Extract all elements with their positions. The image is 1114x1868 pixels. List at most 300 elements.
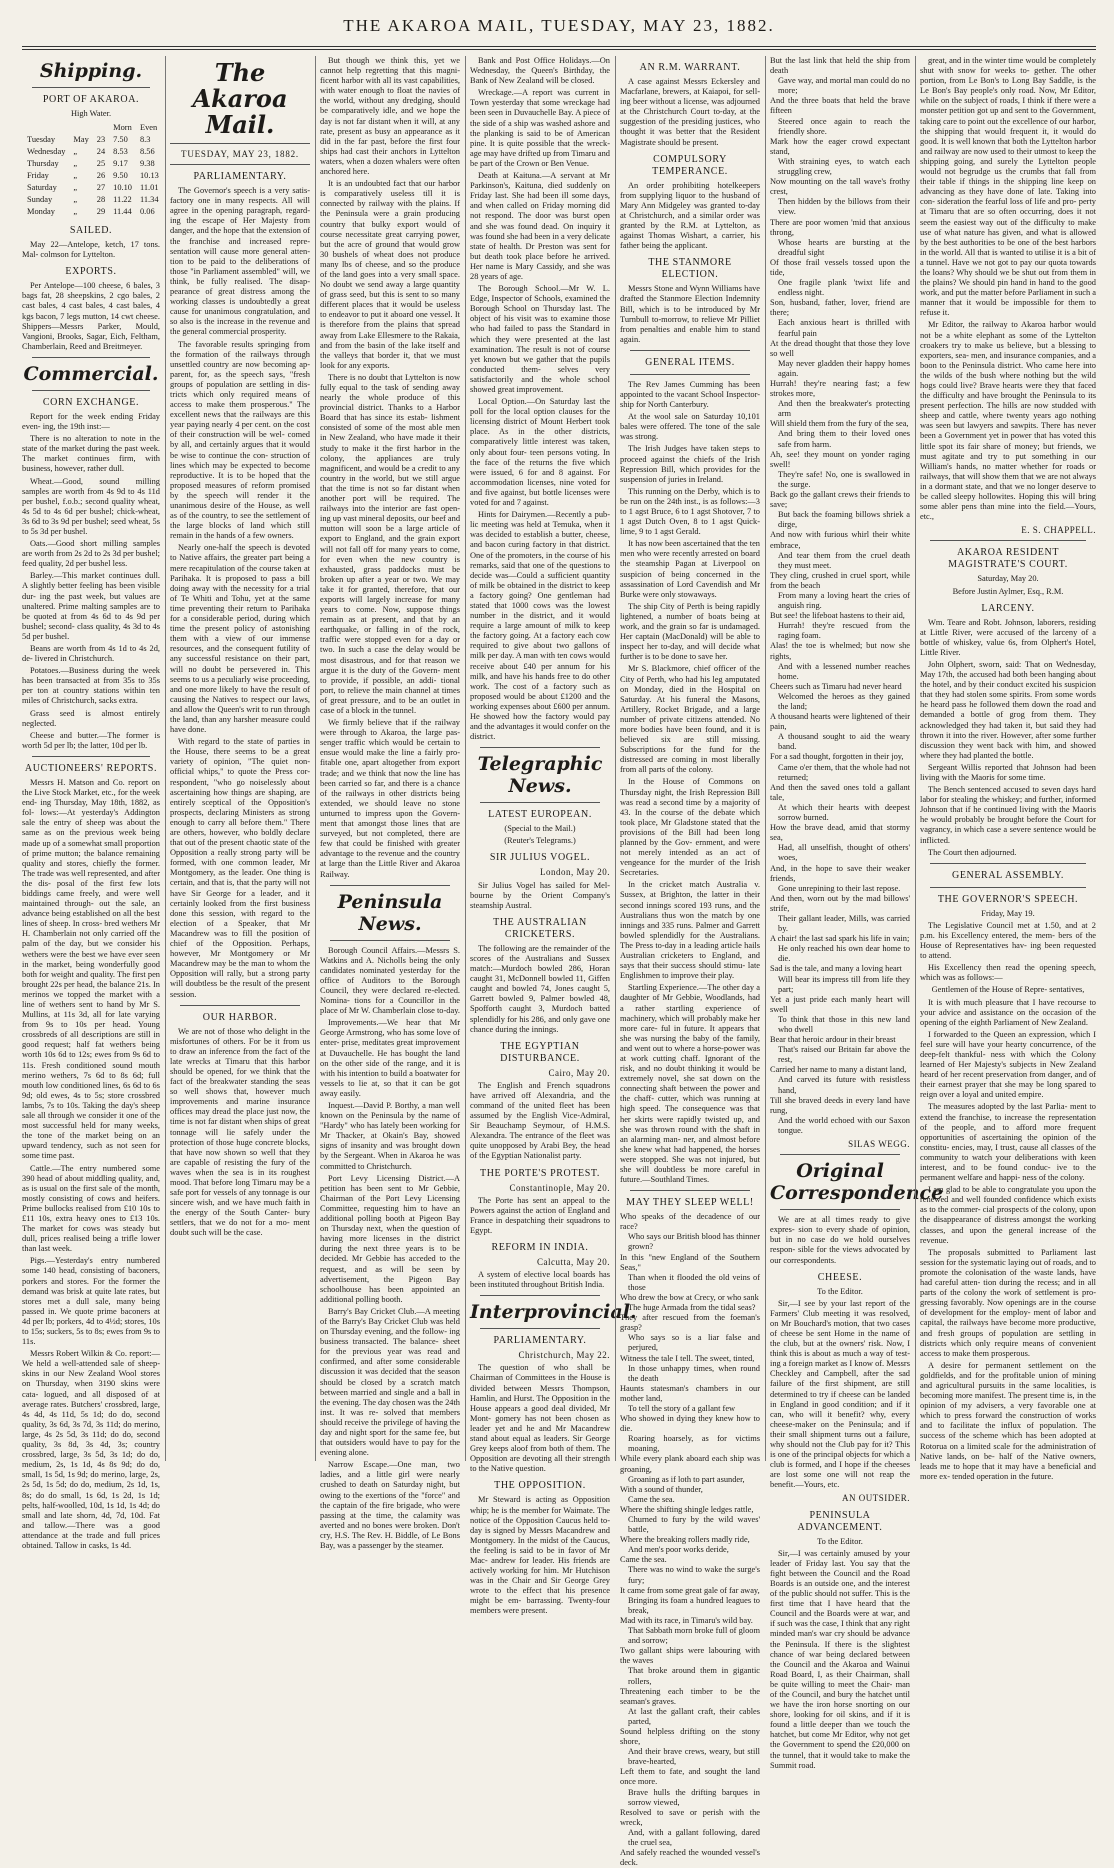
paragraph: Oats.—Good short milling samples are worth from 2s 2d to 2s 3d per bushel; feed quality, 2d per bushel less.	[22, 539, 160, 569]
verse-line: Whose hearts are bursting at the dreadful sight	[778, 237, 910, 257]
paragraph: Barley.—This market continues dull. A slightly better feeling has been visible dur- ing the past week, but values are unaltered. Prime malting samples are to be quoted at from 4s 6d to 4s 9d per bushel; second- class quality, 4s 3d to 4s 5d per bushel.	[22, 571, 160, 641]
paragraph: Mr S. Blackmore, chief officer of the City of Perth, who had his leg amputated on Monday, died in the Hospital on Saturday. At his funeral the Masons, Artillery, Rocket Brigade, and a large number of private citizens attended. No more bodies have been found, and it is believed six are still missing. Subscriptions for the fund for the distressed are coming in most liberally from all parts of the colony.	[620, 664, 760, 775]
verse-line: That's raised our Britain far above the rest,	[778, 1045, 910, 1065]
julius-dateline: London, May 20.	[540, 867, 610, 878]
verse-line: They're safe! No, one is swallowed in the surge.	[778, 469, 910, 489]
correspondence-heading: Original Correspondence	[770, 1160, 944, 1205]
poem-continued	[770, 56, 910, 1136]
paragraph: Sir,—I was certainly amused by your leader of Friday last. You say that the fight between the Council and the Road Boards is an outside one, and the interest of the public should not suffer. This is the first time that I have heard that the Council and the Boards were at war, and if such was the case, I think that any right minded man's war cry should be advance the Peninsula. If there is the slightest chance of war being declared between the Council and the Akaroa and Wainui Road Board, I, as their Chairman, shall be quite willing to meet the Chair- man of the Council, and bury the hatchet until we have the iron horse snorting on our shore, looking for oil skins, and if it is found a little deeper than we touch the hatchet, but come Mr Editor, why not get the Government to spend the £20,000 on the tunnel, that it would take to make the Summit road.	[770, 1548, 910, 1770]
verse-line: Who drew the bow at Crecy, or who sank	[620, 1292, 759, 1302]
verse-line: Bear that heroic ardour in their breast	[770, 1035, 896, 1045]
column-6	[770, 56, 944, 1770]
reuters-credit: (Reuter's Telegrams.)	[504, 836, 576, 846]
cricketers-heading: THE AUSTRALIAN CRICKETERS.	[493, 916, 587, 940]
tide-row	[24, 135, 162, 145]
column-rule	[915, 56, 916, 1461]
paragraph: Bank and Post Office Holidays.—On Wednesday, the Queen's Birthday, the Bank of New Zealand will be closed.	[470, 56, 610, 86]
paragraph: It has now been ascertained that the ten men who were recently arrested on board the steamship Pagan at Liverpool on suspicion of being concerned in the assassination of Lord Cavendish and Mr Burke were only stowaways.	[620, 539, 760, 599]
larceny-report	[920, 618, 1096, 858]
harbor-continued-article	[320, 56, 460, 880]
verse-line: That Sabbath morn broke full of gloom and sorrow;	[628, 1626, 760, 1646]
paragraph: Grass seed is almost entirely neglected.	[22, 708, 160, 728]
verse-line: Where the shifting shingle ledges rattle,	[620, 1504, 754, 1514]
verse-line: Steered once again to reach the friendly shore.	[778, 116, 910, 136]
tide-row	[24, 207, 162, 217]
inter-parliamentary-dateline: Christchurch, May 22.	[518, 1350, 610, 1361]
tide-cell: Wednesday	[27, 147, 66, 157]
verse-line: Mark how the eager crowd expectant stand,	[770, 136, 910, 156]
speech-intro: The Legislative Council met at 1.50, and at 2 p.m. his Excellency entered, the mem- bers of the House of Representatives hav- ing been requested to attend.	[920, 920, 1096, 961]
tide-cell: „	[73, 195, 78, 205]
telegraphic-news-heading: Telegraphic News.	[477, 753, 603, 798]
tide-table	[22, 121, 164, 219]
verse-line: And, in the hope to save their weaker friends,	[770, 863, 910, 883]
verse-line: Where the breaking rollers madly ride,	[620, 1535, 750, 1545]
inter-parliamentary-heading: PARLIAMENTARY.	[493, 1335, 587, 1347]
verse-line: With straining eyes, to watch each struggling crew,	[778, 156, 910, 177]
masthead-title: The Akaroa Mail.	[192, 58, 288, 139]
verse-line: But the last link that held the ship from death	[770, 56, 910, 76]
page-header-title: THE AKAROA MAIL, TUESDAY, MAY 23, 1882.	[343, 16, 775, 35]
porte-text: The Porte has sent an appeal to the Powers against the action of England and France in despatching their squadrons to Egypt.	[470, 1195, 610, 1235]
divider	[480, 747, 600, 748]
governors-speech-heading: THE GOVERNOR'S SPEECH.	[937, 893, 1079, 905]
divider	[930, 887, 1086, 888]
paragraph: In the House of Commons on Thursday night, the Irish Repression Bill was read a second time by a majority of 43. In the course of the debate which took place, Mr Gladstone stated that the provisions of the Bill had been long planned by the Gov- ernment, and were not merely intended as an act of vengeance for the murder of the Irish Secretaries.	[620, 777, 760, 878]
opposition-text: Mr Steward is acting as Opposition whip; he is the member for Waimate. The notice of the Opposition Caucus held to- day is signed by Messrs Macandrew and Montgomery. In the midst of the Caucus, the feeling is said to be in favor of Mr Mac- andrew for leader. His friends are actively working for him. Mr Hutchison was in the Chair and Sir George Grey wrote to the effect that his presence might be em- barrassing. Twenty-four members were present.	[470, 1495, 610, 1616]
paragraph: A desire for permanent settlement on the goldfields, and for the profitable union of mining and agricultural pursuits in the same localities, is becoming more manifest. The present time is, in the opinion of my advisers, a very favorable one at which to press forward the construction of works and to facilitate the influx of population. The success of the scheme which has been adopted at Rotorua on a limited scale for the administration of Native lands, on be- half of the Native owners, leads me to hope that it may have a beneficial and more ex- tended operation in the future.	[920, 1360, 1096, 1481]
verse-line: Each anxious heart is thrilled with fearful pain	[778, 318, 910, 338]
parliamentary-heading: PARLIAMENTARY.	[193, 171, 287, 183]
verse-line: And carved its future with resistless hand,	[778, 1075, 910, 1095]
paragraph: There is no alteration to note in the state of the market during the past week. The market continues firm, with business, however, rather dull.	[22, 434, 160, 474]
verse-line: Ah, see! they mount on yonder raging swell!	[770, 449, 910, 469]
tide-col-even: Even	[139, 123, 158, 133]
to-editor-label: To the Editor.	[817, 1286, 863, 1296]
issue-date: TUESDAY, MAY 23, 1882.	[181, 149, 299, 159]
cheese-signature: AN OUTSIDER.	[842, 1493, 910, 1504]
local-items	[470, 56, 610, 742]
verse-line: And safely reached the wounded vessel's deck.	[620, 1848, 760, 1868]
divider	[480, 1328, 600, 1329]
verse-line: At the dread thought that those they love so well	[770, 338, 910, 358]
parliamentary-article	[170, 186, 310, 1000]
speech-date: Friday, May 19.	[981, 908, 1035, 918]
egypt-text: The English and French squadrons have arrived off Alexandria, and the command of the united fleet has been assumed by the English Vice-Admiral, Sir Beauchamp Seymour, of H.M.S. Alexandra. The entrance of the fleet was quite unopposed by Arabi Bey, the head of the Egyptian Nationalist party.	[470, 1080, 610, 1161]
paragraph: Cheese and butter.—The former is worth 5d per lb; the latter, 10d per lb.	[22, 730, 160, 750]
verse-line: And the world echoed with our Saxon tongue.	[778, 1115, 910, 1135]
verse-line: Resolved to save or perish with the wreck,	[620, 1807, 760, 1827]
verse-line: Will shield them from the fury of the sea,	[770, 419, 909, 429]
verse-line: Came the sea.	[620, 1555, 667, 1565]
paragraph: I am glad to be able to congratulate you upon the renewed and well founded confidence which exists as to the commer- cial prospects of the colony, upon the disappearance of distress amongst the working classes, and upon the general increase of the revenue.	[920, 1185, 1096, 1245]
verse-line: And bring them to their loved ones safe from harm.	[778, 429, 910, 449]
divider	[32, 390, 150, 391]
tide-cell: Sunday	[27, 195, 53, 205]
verse-line: Sound helpless drifting on the stony shore,	[620, 1726, 760, 1747]
paragraph: Inquest.—David P. Borthy, a man well known on the Peninsula by the name of "Hardy" who has lately been working for Mr Thacker, at Okain's Bay, showed signs of insanity and was brought down by the Sergeant. When in Akaroa he was committed to Christchurch.	[320, 1101, 460, 1171]
tide-cell: 7.50	[113, 135, 128, 145]
verse-line: Their gallant leader, Mills, was carried by.	[778, 913, 910, 934]
paragraph: Nearly one-half the speech is devoted to Native affairs, the greater part being a mere recapitulation of the course taken at Parihaka. It is proposed to pass a bill doing away with the necessity for a trial of Te Whiti and Tohu, yet at the same time preventing their return to Parihaka for a considerable period, during which time the present policy of astonishing them with a view of our immense resources, and the consequent futility of any successful resistance on their part, will no doubt be persevered in. This seems to us a peculiarly wise proceeding, and one more likely to have the result of causing the Natives to respect our laws, and allow the Queen's writ to run through the land, than any harsher measure could have done.	[170, 543, 310, 735]
cheese-heading: CHEESE.	[817, 1271, 863, 1283]
inter-parliamentary-text: The question of who shall be Chairman of Committees in the House is divided between Messrs Thompson, Hamlin, and Hurst. The Opposition in the House appears a good deal divided, Mr Mont- gomery has not been chosen as leader yet and he and Mr Macandrew stand about equal as leaders. Sir George Grey keeps aloof from both of them. The Opposition are devoting all their strength to the Native question.	[470, 1363, 610, 1474]
verse-line: Came the sea.	[628, 1494, 675, 1504]
paragraph: Wreckage.—A report was current in Town yesterday that some wreckage had been seen in Duvauchelle Bay. A piece of the side of a ship was washed ashore and the planking is said to be of American pine. It is quite possible that the wreck- age may have drifted up from Timaru and be part of the Crown or Ben Venue.	[470, 88, 610, 168]
paragraph: The favorable results springing from the formation of the railways through unsettled country are now becoming ap- parent, for, as the speech says, "fresh groups of population are settling in dis- tricts which only required means of access to make them prosperous." The excellent news that the railways are this year paying nearly 4 per cent. on the cost of their construction will be wel- comed by all, and certainly argues that it would be wise to continue the con- struction of lines which may be expected to become reproductive. It is to be hoped that the proposed measures of reform promised by the speech will render it the unanimous desire of the House, as well as of the country, to see the settlement of the large blocks of land which still remain in the hands of a few owners.	[170, 339, 310, 541]
verse-line: Hurrah! they're rescued from the raging foam.	[778, 621, 910, 641]
verse-line: But back the foaming billows shriek a dirge,	[778, 510, 910, 530]
verse-line: Who says our British blood has thinner grown?	[628, 1232, 760, 1252]
paragraph: Narrow Escape.—One man, two ladies, and a little girl were nearly crushed to death on Saturday night, but owing to the exertions of the "force" and the captain of the fire brigade, who were passing at the time, the calamity was averted and no bones were broken. Don't cry, H.S. The Rev. H. Biddle, of Le Bons Bay, was a passenger by the steamer.	[320, 1460, 460, 1551]
tide-row	[24, 195, 162, 205]
tide-col-morn: Morn	[113, 123, 132, 133]
reform-heading: REFORM IN INDIA.	[491, 1242, 589, 1253]
verse-line: Who says so is a liar false and perjured,	[628, 1333, 760, 1353]
verse-line: A chair! the last sad spark his life in vain;	[770, 934, 910, 944]
tide-cell: 26	[96, 171, 106, 181]
verse-line: And tear them from the cruel death they must meet.	[778, 550, 910, 570]
verse-line: Welcomed the heroes as they gained the land;	[778, 691, 910, 711]
tide-cell: 23	[96, 135, 106, 145]
header-rule-double	[22, 49, 1096, 50]
column-rule	[615, 56, 616, 1461]
verse-line: Left them to fate, and sought the land once more.	[620, 1767, 760, 1787]
paragraph: The Governor's speech is a very satis- factory one in many respects. All will agree in the opening paragraph, regard- ing the escape of Her Majesty from danger, and the hope that the extension of the franchise and increased repre- sentation will cause more general atten- tion to be paid to the deliberations of those "in Parliament assembled" will, we think, be fully realised. The disap- pearance of great distress among the working classes is undoubtedly a great cause for unanimous congratulation, and so also is the increase in the revenue and the general commercial prosperity.	[170, 186, 310, 337]
paragraph: Sergeant Willis reported that Johnson had been living with the Maoris for some time.	[920, 762, 1096, 782]
paragraph: I forwarded to the Queen an expression, which I feel sure will have your hearty concurrence, of the deep-felt thankful- ness with which the Colony learned of Her Majesty's subjects in New Zealand heard of her recent preservation from danger, and of their earnest prayer that she may be long spared to reign over a loyal and united empire.	[920, 1029, 1096, 1100]
paragraph: Beans are worth from 4s 1d to 4s 2d, de- livered in Christchurch.	[22, 644, 160, 664]
tide-cell: 10.13	[139, 171, 159, 181]
paragraph: great, and in the winter time would be completely shut with snow for weeks to- gether. The other portion, from Le Bon's to Long Bay Saddle, is the Le Bon's Bay people's only road. Now, Mr Editor, while on the subject of roads, I think if there were a monster petition got up and sent to the Government, taking care to point out the excellence of our harbor, the shipping that would frequent it, it would do good. It is well known that both the Lyttelton harbor and railway are now used to their utmost to keep the shipping going, and surely the Lyttelton people would not begrudge us the crumbs that fall from their table if things in the shipping line keep on advancing as they have done of late. Taking into con- sideration the fearful loss of life and pro- perty at Timaru that are so often occurring, does it not seem the easiest way out of the difficulty to make use of what nature has given, and what is allowed by the best authorities to be one of the best harbors in the world. All that is wanted to utilise it is a bit of a tunnel. Have we not got to pay our quota towards the loans? Why should we be shut out from them in the plains? We should pin hand in hand to the good work, and put the matter before Parliament in such a manner that it would be impossible for them to refuse it.	[920, 56, 1096, 318]
paragraph: Messrs Robert Wilkin & Co. report:—We held a well-attended sale of sheep- skins in our New Zealand Wool stores on Thursday, when 3190 skins were cata- logued, and all disposed of at average rates. Butchers' crossbred, large, 4s 4d, 4s 11d, 5s 1d; do do, second quality, 3s 6d, 3s 7d, 3s 11d; do merino, large, 4s 2s 5d, 3s 11d; do do, second quality, 3s 8d, 3s 4d, 3s; country crossbred, large, 3s 5d, 3s 1d; do do, medium, 2s, 1s 1d, 4s 8s 9d; do do, small, 1s 5d, 1s 9d; do merino, large, 2s, 2s 5d, 1s 5d; do do, medium, 2s 1d, 1s, 8s; do do small, 1s 6d, 1s 2d, 1s 1d; pelts, half-woolled, 10d, 1s 1d, 1s 4d; do small and late shorn, 4d, 7d, 10d. Fat and tallow.—There was a good attendance at the trade and full prices obtained. Tallow in casks, 1s 4d.	[22, 1349, 160, 1550]
paragraph: It is with much pleasure that I have recourse to your advice and assistance on the occasion of the opening of the eighth Parliament of New Zealand.	[920, 997, 1096, 1027]
tide-cell: 9.17	[113, 159, 128, 169]
paragraph: The Rev James Cumming has been appointed to the vacant School Inspector- ship for North Canterbury.	[620, 379, 760, 410]
tide-cell: 11.01	[139, 183, 159, 193]
cricketers-text: The following are the remainder of the scores of the Australians and Sussex match:—Murdoch bowled 286, Horan caught 31, McDonnell bowled 11, Giffen caught and bowled 74, Jones caught 5, Garrett bowled 9, Palmer bowled 48, Spofforth caught 3, Murdoch batted splendidly for his 286, and only gave one chance during the innings.	[470, 943, 610, 1034]
verse-line: Mad with its race, in Timaru's wild bay.	[620, 1615, 753, 1625]
tide-cell: Monday	[27, 207, 55, 217]
egypt-heading: THE EGYPTIAN DISTURBANCE.	[500, 1040, 580, 1064]
paragraph: Barry's Bay Cricket Club.—A meeting of the Barry's Bay Cricket Club was held on Thursday evening, and the follow- ing business transacted. The balance- sheet for the previous year was read and confirmed, and after some considerable discussion it was decided that the season should be closed by a scratch match between married and single and a ball in the evening. The day chosen was the 24th inst. It was re- solved that members should receive the privilege of having the day and night sport for the same fee, but that outsiders would have to pay for the evening alone.	[320, 1306, 460, 1458]
court-date: Saturday, May 20.	[977, 574, 1039, 584]
julius-text: Sir Julius Vogel has sailed for Mel- bourne by the Orient Company's steamship Austral.	[470, 880, 610, 910]
verse-line: Groaning as if loth to part asunder,	[628, 1474, 745, 1484]
divider	[330, 885, 450, 886]
tide-cell: 28	[96, 195, 106, 205]
poem-signature: SILAS WEGG.	[848, 1139, 910, 1150]
general-assembly-heading: GENERAL ASSEMBLY.	[952, 869, 1064, 881]
divider	[480, 802, 600, 803]
verse-line: But see! the lifeboat hastens to their aid,	[770, 611, 905, 621]
verse-line: Than when it flooded the old veins of those	[628, 1272, 760, 1292]
verse-line: And men's poor works deride,	[628, 1545, 729, 1555]
to-editor-label: To the Editor.	[817, 1536, 863, 1546]
reform-text: A system of elective local boards has been instituted throughout British India.	[470, 1270, 610, 1290]
verse-line: The huge Armada from the tidal seas?	[628, 1303, 756, 1313]
tide-cell: 0.06	[139, 207, 155, 217]
verse-line: For a sad thought, forgotten in their joy,	[770, 752, 904, 762]
paragraph: Messrs H. Matson and Co. report on the Live Stock Market, etc., for the week end- ing Thursday, May 18th, 1882, as fol- lows:—At yesterday's Addington sale the entry of sheep was about the same as on the previous week being made up of a somewhat small proportion of prime mutton; the balance remaining quality and stores, chiefly the former. The trade was well represented, and after the dis- posal of the first few lots biddings came freely, and were well maintained through- out the sale, an advance being established on all the best lines of sheep. In cross- bred wethers Mr H. Chamberlain not only carried off the palm of the day, but we consider his wethers were the best we have ever seen in the market, being wonderfully good both for weight and quality. The first pen brought 22s per head, the balance 21s. In merinos we topped the market with a line of wethers sent to hand by Mr S. Mullins, at 11s 3d, all for late varying from 9s to 10s per head. Young crossbreds of all descriptions are still in good request; half fat wethers being worth 10s 6d to 12s; ewes from 9s 6d to 11s. Fresh conditioned sound mouth merino wethers, 7s 6d to 8s 6d; full mouth low conditioned lines, 6s 6d to 6s 9d; old ewes, 4s to 5s; store crossbred lambs, 7s to 10s. Taking the day's sheep sale all through we consider it one of the most successful held for many weeks, the tone of the market being on an upward tendency, such as not seen for some time past.	[22, 777, 160, 1161]
paragraph: Sir,—I see by your last report of the Farmers' Club meeting it was resolved, on Mr Bouchard's motion, that two cases of cheese be sent Home in the name of the club, but at the owners' risk. Now, I think this is about as much a way of test- ing a foreign market as I know of. Messrs Checkley and Campbell, after the sad failure of the first shipment, are still determined to try if cheese can be landed in England in good condition; and if it can, who will it benefit? why, every cheese-maker on the Peninsula; and if their small shipment turns out a failure, why should not the Club pay for it? This is one of the principal objects for which a club is formed, and I hope if the cheeses are lost some one will not reap the benefit.—Yours, etc.	[770, 1298, 910, 1490]
divider	[780, 1209, 900, 1210]
auctioneers-article	[22, 778, 160, 1347]
warrant-text: A case against Messrs Eckersley and Macfarlane, brewers, at Kaiapoi, for sell- ing beer without a license, was adjourned at the Christchurch Court to-day, at the suggestion of the presiding justices, who thought it was better that the Resident Magistrate should be present.	[620, 77, 760, 147]
wilkin-article	[22, 1349, 160, 1551]
porte-heading: THE PORTE'S PROTEST.	[480, 1167, 600, 1179]
tide-cell: 11.34	[139, 195, 159, 205]
paragraph: Cattle.—The entry numbered some 390 head of about middling quality, and, as is usual on the first sale of the month, mostly consisting of cows and heifers. Prime bullocks realised from £10 10s to £11 10s, extra heavy ones to £13 10s. The market for cows was steady but dull, prices realised being a trifle lower than last week.	[22, 1163, 160, 1254]
verse-line: Hurrah! they're nearing fast; a few strokes more,	[770, 379, 910, 399]
correspondence-note: We are at all times ready to give expres- sion to every shade of opinion, but in no case do we hold ourselves respon- sible for the views advocated by our correspondents.	[770, 1215, 910, 1265]
paragraph: It is an undoubted fact that our harbor is comparatively useless till it is connected by railway with the plains. If the Peninsula were a grain producing country that bulky export would of course necessitate great carrying power, but the acre of ground that would grow 30 bushels of wheat does not produce many lbs of cheese, and so the produce of the land goes into a very small space. No doubt we send away a large quantity of grass seed, but this is sent to so many different places that it would be useless to endeavor to put it aboard one vessel. It is therefore from the plains that spread away from Lake Ellesmere to the Rakaia, and from the basin of the lake itself and the valleys that border it, that we must look for any exports.	[320, 179, 460, 370]
paragraph: The Borough School.—Mr W. L. Edge, Inspector of Schools, examined the Borough School on Thursday last. The object of his visit was to examine those who had failed to pass the Standard in which they were presented at the last examination. The result is not of course yet known but we gather that the pupils conducted them- selves very satisfactorily and the whole school showed great improvement.	[470, 284, 610, 394]
porte-dateline: Constantinople, May 20.	[509, 1182, 610, 1193]
divider	[930, 540, 1086, 541]
tide-cell: „	[73, 207, 78, 217]
tide-cell: „	[73, 147, 78, 157]
paragraph: Port Levy Licensing District.—A petition has been sent to Mr Gebbie, Chairman of the Port Levy Licensing Committee, requesting him to have an additional polling booth at Pigeon Bay on Thursday next, when the question of having more licenses in the district during the next three years is to be decided. Mr Gebbie has acceded to the request, and as will be seen by advertisement, the Pigeon Bay schoolhouse has been appointed an additional polling booth.	[320, 1173, 460, 1304]
tide-cell: Saturday	[27, 183, 57, 193]
exports-heading: EXPORTS.	[65, 266, 117, 278]
tide-cell: „	[73, 159, 78, 169]
cheese-letter	[770, 1299, 910, 1491]
verse-line: Churned to fury by the wild waves' battle,	[628, 1515, 760, 1535]
verse-line: Came o'er them, that the whole had not returned;	[778, 762, 910, 782]
paragraph: The Irish Judges have taken steps to proceed against the chiefs of the Irish Repression Bill, which provides for the suspension of juries in Ireland.	[620, 444, 760, 484]
paragraph: Death at Kaituna.—A servant at Mr Parkinson's, Kaituna, died suddenly on Friday last. She had been ill some days, and when called on Friday morning did not respond. The door was burst open and she was found dead. On inquiry it was found she had been in a very delicate state of health. Dr Preston was sent for but death took place before he arrived. Her name is Mary Cassidy, and she was 28 years of age.	[470, 171, 610, 281]
poem-verses	[620, 1212, 760, 1868]
verse-line: And then the saved ones told a gallant tale,	[770, 782, 910, 802]
tide-cell: 27	[96, 183, 106, 193]
column-rule	[765, 56, 766, 1461]
tide-cell: May	[73, 135, 89, 145]
verse-line: To tell the story of a gallant few	[628, 1403, 736, 1413]
tide-cell: 24	[96, 147, 106, 157]
verse-line: It came from some great gale of far away,	[620, 1585, 760, 1595]
tide-cell: 10.10	[113, 183, 132, 193]
tide-cell: 11.44	[113, 207, 132, 217]
our-harbor-article	[170, 1027, 310, 1239]
verse-line: Gave way, and mortal man could do no more;	[778, 76, 910, 96]
advancement-heading: PENINSULA ADVANCEMENT.	[797, 1509, 883, 1533]
divider	[32, 756, 150, 757]
tide-cell: 8.3	[139, 135, 151, 145]
verse-line: A thousand sought to aid the weary band.	[778, 732, 910, 752]
paragraph: Potatoes.—Business during the week has been transacted at from 35s to 35s per ton at country stations within ten miles of Christchurch, sacks extra.	[22, 666, 160, 706]
verse-line: Who speaks of the decadence of our race?	[620, 1212, 760, 1232]
header-rule	[22, 46, 1096, 47]
tide-cell: 8.56	[139, 147, 155, 157]
paragraph: The ship City of Perth is being rapidly lightened, a number of boats being at work, and the grain so far is undamaged. Her captain (MacDonald) will be able to inspect her to-day, and will decide what further is to be done to save her.	[620, 601, 760, 662]
tide-cell: 8.53	[113, 147, 128, 157]
stanmore-heading: THE STANMORE ELECTION.	[648, 257, 732, 281]
general-items-heading: GENERAL ITEMS.	[645, 356, 735, 368]
verse-line: Till she braved deeds in every land have rung,	[770, 1095, 910, 1115]
divider	[32, 87, 150, 88]
column-1	[22, 56, 160, 1550]
divider	[630, 1190, 750, 1191]
verse-line: May never gladden their happy homes again.	[778, 358, 910, 378]
stanmore-text: Messrs Stone and Wynn Williams have drafted the Stanmore Election Indemnity Bill, which is to be introduced by Mr Turnbull to-morrow, to relieve Mr Pilliet from penalties and enable him to stand again.	[620, 284, 760, 344]
tide-cell: 29	[96, 207, 106, 217]
verse-line: Alas! the toe is whelmed; but now she rights,	[770, 641, 910, 661]
peninsula-news-items	[320, 946, 460, 1552]
verse-line: Of those frail vessels tossed upon the tide,	[770, 257, 910, 277]
divider	[780, 1154, 900, 1155]
divider	[180, 1005, 300, 1006]
verse-line: Had, all unselfish, thought of others' woes,	[778, 843, 910, 863]
tide-cell: Tuesday	[27, 135, 56, 145]
court-before: Before Justin Aylmer, Esq., R.M.	[952, 586, 1064, 596]
tide-cell: 25	[96, 159, 106, 169]
paragraph: The Court then adjourned.	[928, 847, 1017, 857]
paragraph: The measures adopted by the last Parlia- ment to extend the franchise, to increase the representation of the people, and to afford more frequent opportunities of ascertaining the opinion of the constitu- encies, may, I trust, cause all classes of the community to watch your deliberations with keen interest, and to be found conduc- ive to the permanent welfare and happi- ness of the colony.	[920, 1102, 1096, 1183]
speech-intro-2: His Excellency then read the opening speech, which was as follows:—	[920, 963, 1096, 983]
opposition-heading: THE OPPOSITION.	[494, 1480, 586, 1492]
shipping-heading: Shipping.	[39, 60, 143, 82]
sailed-heading: SAILED.	[69, 225, 113, 237]
column-rule	[315, 56, 316, 1461]
verse-line: Cheers such as Timaru had never heard	[770, 681, 902, 691]
paragraph: In the cricket match Australia v. Sussex, at Brighton, the latter in their second innings scored 193 runs, and the Australians thus won the match by one innings and 335 runs. Palmer and Garrett bowled splendidly for the Australians. The Press to-day in a leading article hails Australian cricketers to England, and says that their success should stimu- late Englishmen to improve their play.	[620, 880, 760, 981]
verse-line: While every plank aboard each ship was groaning,	[620, 1454, 760, 1474]
tide-cell: 9.38	[139, 159, 155, 169]
verse-line: Yet a just pride each manly heart will swell	[770, 994, 910, 1014]
verse-line: How the brave dead, amid that stormy sea,	[770, 823, 910, 843]
newspaper-page	[22, 6, 1096, 1868]
tide-row	[24, 147, 162, 157]
verse-line: And the three boats that held the brave fifteen	[770, 96, 910, 116]
verse-line: Gone unrepining to their last repose.	[778, 883, 901, 893]
paragraph: The Bench sentenced accused to seven days hard labor for stealing the whiskey; and further, informed Johnson that if he continued living with the Maoris he would probably be brought before the Court for vagrancy, in which case a severe sentence would be inflicted.	[920, 785, 1096, 845]
paragraph: Report for the week ending Friday even- ing, the 19th inst:—	[22, 411, 160, 432]
divider	[630, 350, 750, 351]
paragraph: Borough Council Affairs.—Messrs S. Watkins and A. Nicholls being the only candidates nominated yesterday for the office of Auditors to the Borough Council, they were declared re-elected. Nomina- tions for a Councillor in the place of Mr W. Chamberlain close to-day.	[320, 945, 460, 1016]
reform-dateline: Calcutta, May 20.	[537, 1257, 610, 1267]
tide-cell: 9.50	[113, 171, 128, 181]
divider	[330, 940, 450, 941]
paragraph: But though we think this, yet we cannot help regretting that this magni- ficent harbor with all its vast capabilities, with water enough to float the navies of the world, without any dredging, should be comparatively idle, and we hope the day is not far distant when it will, at any rate, present as busy an appearance as it did in the far past, before the first four ships had cast their anchors in Lyttelton waters, when a dozen whalers were often anchored here.	[320, 56, 460, 177]
verse-line: At which their hearts with deepest sorrow burned.	[778, 802, 910, 823]
paragraph: Startling Experience.—The other day a daughter of Mr Gebbie, Woodlands, had a rather startling experience of machinery, which will probably make her more care- ful in future. It appears that she was nursing the baby of the family, and went out to where a horse-power was at work cutting chaff. Ignorant of the risk, and no doubt thinking it would be extremely novel, she sat down on the connecting shaft between the power and the chaff- cutter, which was running at high speed. The consequence was that her skirts were rapidly twisted up, and she was thrown round with the shaft in an alarming man- ner, and almost before she knew what had happened, the horses were stopped. She was not injured, but she will doubtless be more careful in future.—Southland Times.	[620, 983, 760, 1185]
column-5	[620, 56, 760, 1868]
tide-row	[24, 171, 162, 181]
verse-line: And with a lessened number reaches home.	[778, 661, 910, 681]
paragraph: We firmly believe that if the railway were through to Akaroa, the large pas- senger traffic which would be certain to ensue would make the line a fairly pro- fitable one, apart altogether from export trade; and we think that now the line has been carried so far, and there is a chance of the railways in other districts being extended, we should leave no stone unturned to impress upon the Govern- ment that amongst those lines that are surveyed, but not completed, there are few that could be finished with greater advantage to the revenue and the country at large than the Little River and Akaroa Railway.	[320, 718, 460, 879]
verse-line: With a sound of thunder,	[620, 1484, 703, 1494]
port-heading: PORT OF AKAROA.	[42, 94, 140, 105]
verse-line: Then hidden by the billows from their view.	[778, 197, 910, 217]
auctioneers-heading: AUCTIONEERS' REPORTS.	[24, 762, 158, 774]
verse-line: Threatening each timber to be the seaman's graves.	[620, 1686, 760, 1706]
verse-line: Bringing its foam a hundred leagues to break,	[628, 1595, 760, 1615]
verse-line: And now with furious whirl their white embrace,	[770, 530, 910, 550]
verse-line: Brave hulls the drifting barques in sorrow viewed,	[628, 1787, 760, 1807]
divider	[480, 1295, 600, 1296]
paragraph: Wheat.—Good, sound milling samples are worth from 4s 9d to 4s 11d per bushel, f.o.b.; second quality wheat, 4s 5d to 4s 6d per bushel; chick-wheat, 3s 6d to 3s 9d per bushel; seed wheat, 5s to 5s 3d per bushel.	[22, 476, 160, 536]
paragraph: Wm. Teare and Robt. Johnson, laborers, residing at Little River, were accused of the larceny of a bottle of whiskey, value 6s, from Olphert's Hotel, Little River.	[920, 617, 1096, 657]
letter-continued	[920, 56, 1096, 522]
verse-line: In those unhappy times, when round the death	[628, 1363, 760, 1383]
verse-line: Roaring hoarsely, as for victims moaning,	[628, 1434, 760, 1454]
paragraph: Improvements.—We hear that Mr George Armstrong, who has some love of enter- prise, meditates great improvement at Duvauchelle. He has bought the land on the other side of the range, and it is with his intention to build a boatwater for vessels to lie at, so that it can be got away easily.	[320, 1018, 460, 1098]
special-credit: (Special to the Mail.)	[504, 824, 576, 834]
corn-exchange-heading: CORN EXCHANGE.	[42, 396, 140, 408]
tide-row	[24, 183, 162, 193]
paragraph: Mr Editor, the railway to Akaroa harbor would not be a white elephant as some of the Lyttelton croakers try to make us believe, but a blessing to exporters, sea- men, and insurance companies, and a boon to the Peninsula district. Who came here into the wilds of the bush where nothing but the wild hogs could live? Brave hearts were they that faced the difficulty and have brought the Peninsula to its present perfection. The hills are now studded with sheep and cattle, where twenty years ago nothing was seen but lawyers and sawpits. There has never been a Government yet in power that has voted this little spot its fair share of money; but friends, we must agitate and try to put something in our William's hands, no matter whether for roads or railways, that will show them that we are not always in a dormant state, and that we no longer deserve to be called sleepy hollowites. Hoping this will bring some abler pens than mine into the field.—Yours, etc.,	[920, 320, 1096, 522]
paragraph: There is no doubt that Lyttelton is now fully equal to the task of sending away nearly the whole produce of this provincial district. Thanks to a Harbor Board that has since its estab- lishment consisted of some of the most able men in New Zealand, who have made it their study to make it the first harbor in the colony, the appliances are truly magnificent, and would be a credit to any country in the world, but we still argue that the time is not so far distant when another port will be required. The railways into the interior are fast open- ing up vast mineral deposits, our beef and mutton will soon be a large article of export to England, and the grain export will not fall off for many years to come, for even when the new country is exhausted, grass paddocks must be broken up after a year or two. We may take it for granted, therefore, that our exports will largely increase for many years to come. Now, suppose things remain as at present, and that by an earthquake, or falling in of the rock, traffic were stopped even for a day or two. In such a case the delay would be most disastrous, and for that reason we argue it is the duty of the Govern- ment to provide, if possible, an addi- tional port, to relieve the main channel at times of great pressure, and to be an outlet in case of a block in the tunnel.	[320, 372, 461, 715]
warrant-heading: AN R.M. WARRANT.	[639, 62, 741, 73]
verse-line: Who showed in dying they knew how to die.	[620, 1414, 760, 1434]
tide-row	[24, 159, 162, 169]
verse-line: And then the breakwater's protecting arm	[778, 399, 910, 419]
paragraph: Local Option.—On Saturday last the poll for the local option clauses for the licensing district of Mount Herbert took place. As in the other districts, comparatively little interest was taken, only about four- teen persons voting. In the face of the returns the five which were issued, 6 for and 8 against. For accommodation licenses, nine voted for and five against, but bottle licenses were voted for and 7 against.	[470, 397, 610, 508]
verse-line: He only reached his own dear home to die.	[778, 944, 910, 964]
paragraph: Pigs.—Yesterday's entry numbered some 140 head, consisting of baconers, porkers and stores. For the former the demand was brisk at quite late rates, but stores met a dull sale, many being passed in. We quote prime baconers at 4d per lb; porkers, 4d to 4½d; stores, 10s to 15s; suckers, 5s to 8s; ewes from 9s to 11s.	[22, 1256, 160, 1347]
poem-heading: MAY THEY SLEEP WELL!	[626, 1197, 754, 1209]
latest-european-heading: LATEST EUROPEAN.	[488, 809, 592, 821]
paragraph: John Olphert, sworn, said: That on Wednesday, May 17th, the accused had both been hanging about the hotel, and by their conduct excited his suspicion that they had stolen some spirits. From some words he heard pass he followed them down the road and demanded a bottle of grog from them. They acknowledged they had taken it, but said they had thrown it into the river. However, after some further discussion they went back with him, and showed where they had planted the bottle.	[920, 659, 1096, 760]
high-water-label: High Water.	[70, 109, 112, 118]
speech-salutation: Gentlemen of the House of Repre- sentatives,	[931, 985, 1085, 995]
verse-line: Now mounting on the tall wave's frothy crest,	[770, 177, 910, 197]
verse-line: Sad is the tale, and many a loving heart	[770, 964, 902, 974]
interprovincial-heading: Interprovincial.	[470, 1301, 637, 1324]
paragraph: The proposals submitted to Parliament last session for the systematic laying out of roads, and to promote the colonisation of the waste lands, have had careful atten- tion during the recess; and in all parts of the colony the work of settlement is pro- gressing favorably. Now openings are in the course of development for the employ- ment of labor and capital, the railways have become more productive, and fresh groups of population are settling in districts which only require means of convenient access to make them prosperous.	[920, 1247, 1096, 1358]
paragraph: This running on the Derby, which is to be run on the 24th inst., is as follows:—3 to 1 agst Bruce, 6 to 1 agst Shotover, 7 to 1 agst Dutch Oven, 8 to 1 agst Quick- lime, 9 to 1 agst Gerald.	[620, 486, 760, 537]
exports-text: Per Antelope—100 cheese, 6 bales, 3 bags fat, 28 sheepskins, 2 cgo bales, 2 cast bales, 4 cast bales, 4 cast bales, 4 kgs bacon, 7 legs mutton, 14 cwt cheese. Shippers—Messrs Parker, Mould, Vangioni, Brooks, Sagar, Eich, Feltham, Chamberlain, Reed and Breitmeyer.	[22, 281, 160, 351]
speech-text	[920, 998, 1096, 1482]
divider	[170, 164, 310, 165]
verse-line: They cling, crushed in cruel sport, while from the beach	[770, 570, 910, 590]
divider	[930, 863, 1086, 864]
verse-line: Haunts statesman's chambers in our mother land,	[620, 1383, 760, 1403]
temperance-text: An order prohibiting hotelkeepers from supplying liquor to the husband of Mary Ann Midgeley was granted to-day at Christchurch, and a similar order was granted by the R.M. at Lyttelton, as against Thomas Wishart, a carrier, his father being the applicant.	[620, 180, 760, 251]
tide-cell: 11.22	[113, 195, 132, 205]
paragraph: Hints for Dairymen.—Recently a pub- lic meeting was held at Temuka, when it was decided to establish a butter, cheese, and bacon curing factory in that district. One of the promoters, in the course of his remarks, said that one of the questions to decide was—Could a sufficient quantity of milk be obtained in the district to keep a factory going? One gentleman had stated that 1000 cows was the lowest number in the district, and it would require a large amount of milk to keep the factory going. At a factory each cow required to give about two gallons of milk per day. A man with ten cows would receive about £40 per annum for his milk, and have his hands free to do other work. The cost of a factory such as proposed would be about £1200 and the working expenses about £600 per annum. He showed how the factory would pay and the advantages it would confer on the district.	[470, 510, 610, 742]
tide-cell: „	[73, 171, 78, 181]
verse-line: To think that those in this new land who dwell	[778, 1014, 910, 1034]
verse-line: There are poor women 'mid that anxious throng,	[770, 217, 910, 237]
peninsula-news-heading: Peninsula News.	[337, 890, 443, 935]
general-items-list	[620, 380, 760, 1185]
tide-cell: „	[73, 183, 78, 193]
column-4	[470, 56, 637, 1616]
paragraph: At the wool sale on Saturday 10,101 bales were offered. The tone of the sale was strong.	[620, 412, 760, 442]
divider	[32, 357, 150, 358]
verse-line: Son, husband, father, lover, friend are there;	[770, 298, 910, 318]
verse-line: Carried her name to many a distant land,	[770, 1065, 907, 1075]
court-heading: AKAROA RESIDENT MAGISTRATE'S COURT.	[948, 547, 1068, 571]
column-7	[920, 56, 1096, 1481]
verse-line: Witness the tale I tell. The sweet, tinted,	[620, 1353, 755, 1363]
sailed-text: May 22—Antelope, ketch, 17 tons. Mal- colmson for Lyttelton.	[22, 240, 160, 260]
column-rule	[165, 56, 166, 1461]
verse-line: At last the gallant craft, their cables parted,	[628, 1706, 760, 1726]
verse-line: A thousand hearts were lightened of their pain,	[770, 712, 910, 732]
verse-line: That broke around them in gigantic rollers,	[628, 1666, 760, 1686]
paragraph: We are not of those who delight in the misfortunes of others. For be it from us to draw an inference from the fact of the late wrecks at Timaru that this harbor should be opened, for we think that the fact of the breakwater standing the seas so well shows that, however much improvements and marine insurance offices may dread the place just now, the time is not far distant when ships of great tonnage will lie safely under the protection of those huge concrete blocks, that have now shown so well that they are capable of resisting the fury of the waves when the sea is in its roughest mood. That before long Timaru may be a safe port for vessels of any tonnage is our sincere wish, and we have much faith in the energy of the South Canter- bury settlers, that we do not for a mo- ment doubt such will be the case.	[170, 1026, 310, 1238]
divider	[630, 374, 750, 375]
verse-line: And then, worn out by the mad billows' strife,	[770, 893, 910, 913]
our-harbor-heading: OUR HARBOR.	[202, 1011, 278, 1023]
commercial-heading: Commercial.	[23, 362, 159, 385]
verse-line: Two gallant ships were labouring with the waves	[620, 1646, 760, 1666]
column-2	[170, 56, 310, 1461]
letter-signature: E. S. CHAPPELL.	[1021, 525, 1096, 536]
